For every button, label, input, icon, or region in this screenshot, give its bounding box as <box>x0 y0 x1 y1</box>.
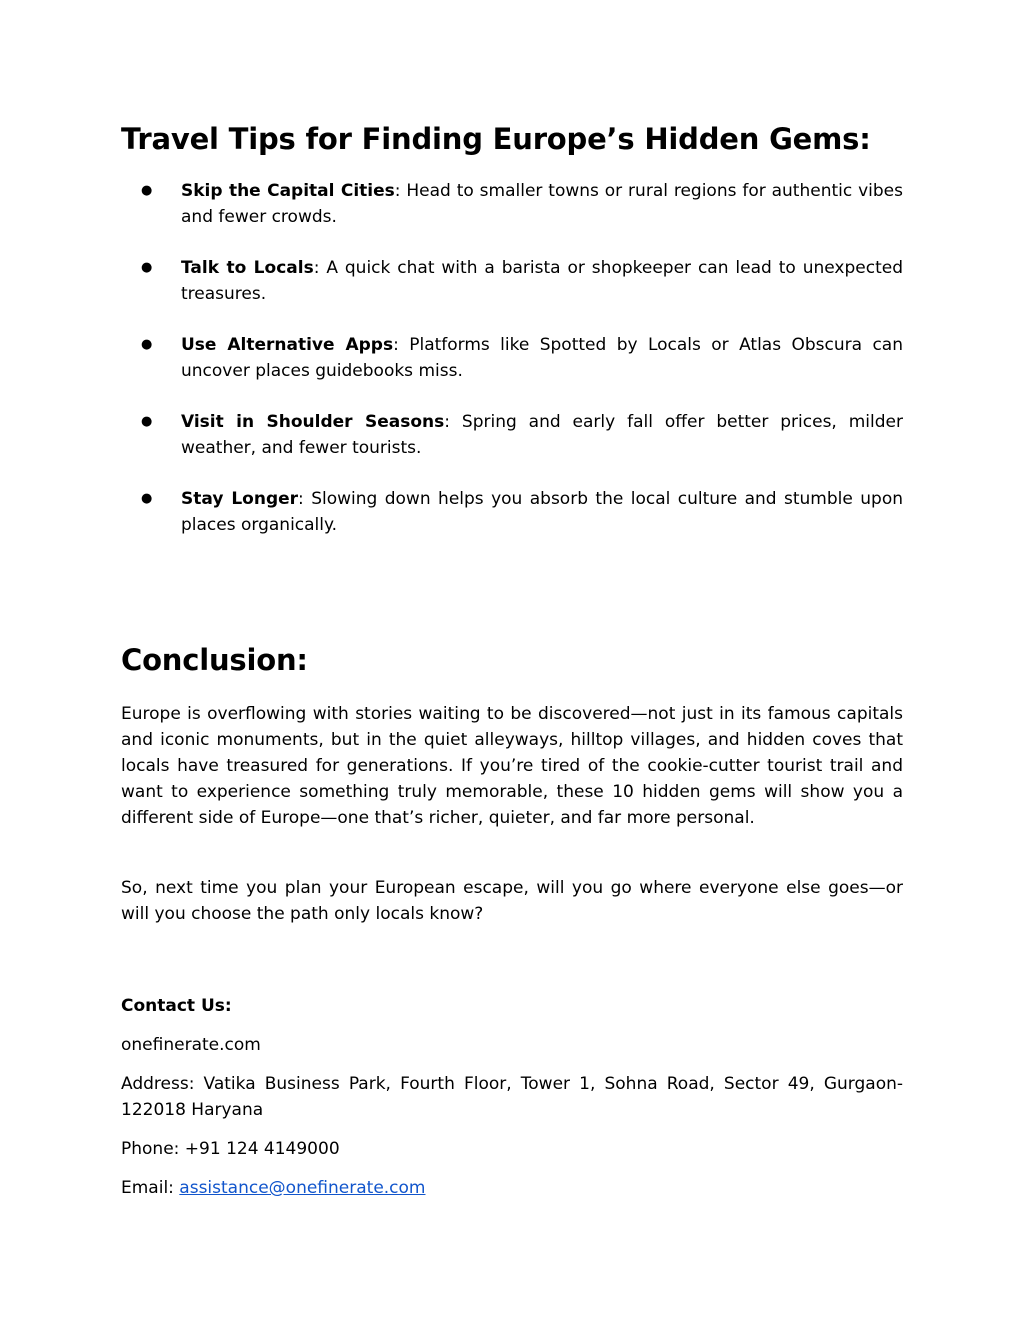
tip-text: : Head to smaller towns or rural regions for authentic vibes and fewer crowds. <box>181 181 903 227</box>
contact-phone: Phone: +91 124 4149000 <box>121 1139 340 1159</box>
tip-title: Visit in Shoulder Seasons <box>181 412 445 432</box>
tip-text: : Slowing down helps you absorb the local culture and stumble upon places organically. <box>181 489 903 535</box>
tip-title: Use Alternative Apps <box>181 335 394 355</box>
email-label: Email: <box>121 1178 180 1198</box>
tip-title: Stay Longer <box>181 489 299 509</box>
list-item <box>121 255 903 307</box>
list-item <box>121 409 903 461</box>
email-link[interactable]: assistance@onefinerate.com <box>179 1178 426 1198</box>
bullet-icon: ● <box>141 183 153 198</box>
tip-text: : A quick chat with a barista or shopkeeper can lead to unexpected treasures. <box>181 258 903 304</box>
bullet-icon: ● <box>141 337 153 352</box>
tips-list <box>121 178 903 563</box>
conclusion-paragraph: So, next time you plan your European escape, will you go where everyone else goes—or will you choose the path only locals know? <box>121 878 903 924</box>
list-item <box>121 486 903 538</box>
bullet-icon: ● <box>141 491 153 506</box>
tip-title: Skip the Capital Cities <box>181 181 395 201</box>
conclusion-title: Conclusion: <box>121 643 308 677</box>
contact-address: Address: Vatika Business Park, Fourth Floor, Tower 1, Sohna Road, Sector 49, Gurgaon- 122018 Haryana <box>121 1074 903 1120</box>
tips-section-title: Travel Tips for Finding Europe’s Hidden Gems: <box>121 122 871 156</box>
bullet-icon: ● <box>141 260 153 275</box>
tip-text: : Platforms like Spotted by Locals or Atlas Obscura can uncover places guidebooks miss. <box>181 335 903 381</box>
contact-website: onefinerate.com <box>121 1035 261 1055</box>
list-item <box>121 178 903 230</box>
tip-text: : Spring and early fall offer better prices, milder weather, and fewer tourists. <box>181 412 903 458</box>
tip-title: Talk to Locals <box>181 258 314 278</box>
contact-heading: Contact Us: <box>121 996 232 1016</box>
bullet-icon: ● <box>141 414 153 429</box>
list-item <box>121 332 903 384</box>
conclusion-paragraph: Europe is overflowing with stories waiting to be discovered—not just in its famous capitals and iconic monuments, but in the quiet alleyways, hilltop villages, and hidden coves that locals have treasured for generations. If you’re tired of the cookie-cutter tourist trail and want to experience something truly memorable, these 10 hidden gems will show you a different side of Europe—one that’s richer, quieter, and far more personal. <box>121 704 903 828</box>
contact-email-line <box>121 1175 903 1201</box>
